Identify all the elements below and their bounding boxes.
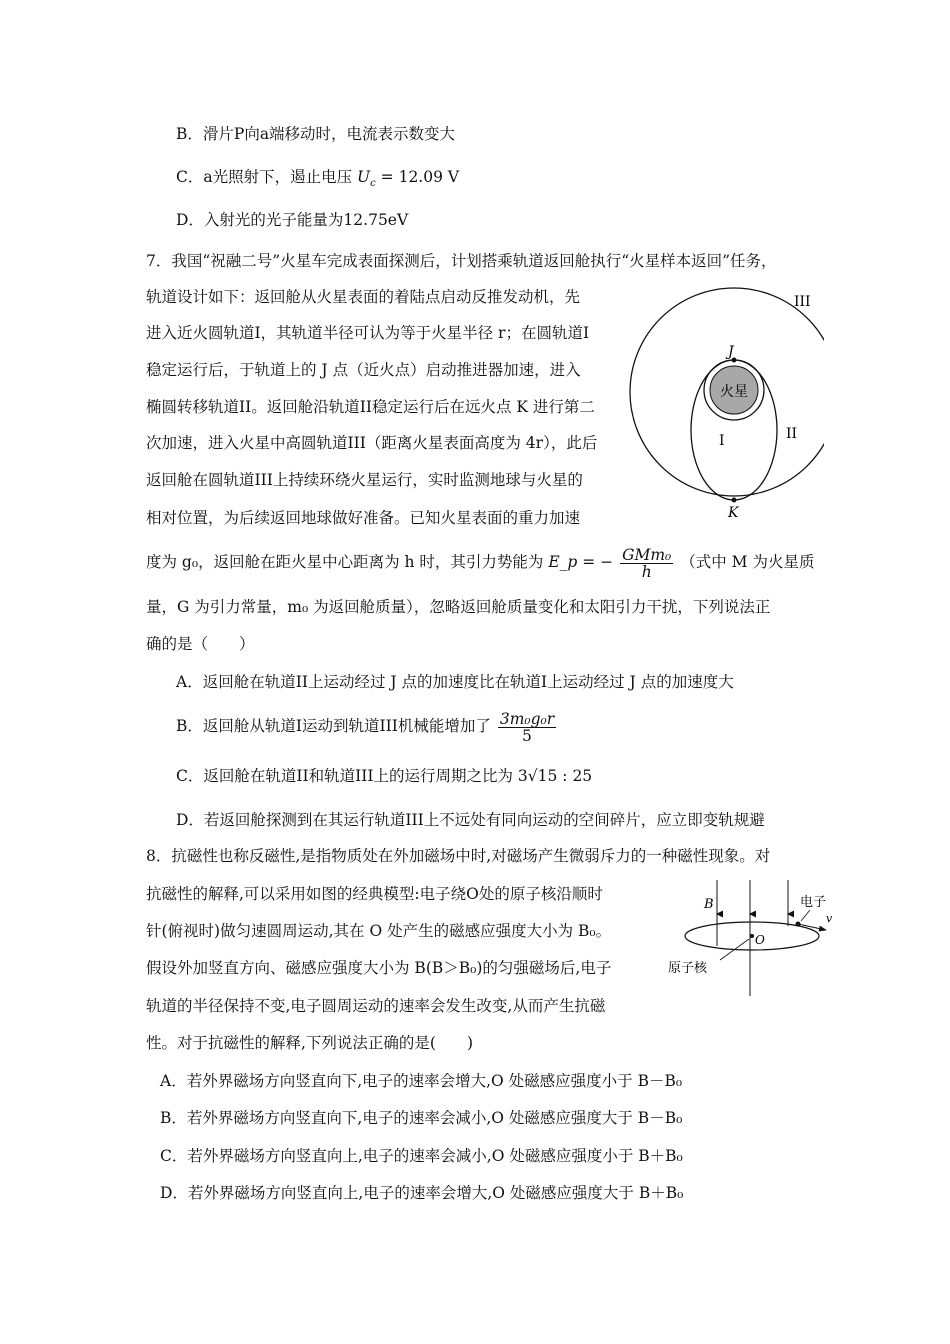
q7-option-a: A．返回舱在轨道II上运动经过 J 点的加速度比在轨道I上运动经过 J 点的加速度大 (176, 673, 734, 691)
q7-option-b-numerator: 3m₀g₀r (499, 709, 555, 728)
label-electron: 电子 (800, 895, 827, 910)
q8-line-2: 抗磁性的解释,可以采用如图的经典模型:电子绕O处的原子核沿顺时 (146, 885, 603, 903)
q8-line-4: 假设外加竖直方向、磁感应强度大小为 B(B＞B₀)的匀强磁场后,电子 (146, 959, 612, 977)
q7-line-3: 进入近火圆轨道I，其轨道半径可认为等于火星半径 r；在圆轨道I (146, 324, 590, 342)
nucleus-dot (750, 934, 754, 938)
q7-option-c: C．返回舱在轨道II和轨道III上的运行周期之比为 3√15 : 25 (176, 767, 593, 785)
q7-ep-denominator: h (641, 562, 652, 581)
q7-ep-numerator: GMm₀ (622, 545, 672, 564)
label-o: O (755, 933, 765, 947)
q6-uc-value: = 12.09 V (380, 168, 460, 186)
q7-option-b-denominator: 5 (522, 726, 532, 745)
q7-line-4: 稳定运行后，于轨道上的 J 点（近火点）启动推进器加速，进入 (146, 361, 581, 379)
q7-line-8: 相对位置，为后续返回地球做好准备。已知火星表面的重力加速 (146, 509, 581, 527)
q7-option-b-fraction (498, 711, 556, 744)
q6-option-c (176, 167, 459, 194)
q8-option-b: B．若外界磁场方向竖直向下,电子的速率会减小,O 处磁感应强度大于 B－B₀ (160, 1109, 683, 1127)
q7-option-b (176, 708, 558, 744)
label-orbit-i: I (719, 433, 725, 449)
q7-line-11: 确的是（ ） (146, 635, 255, 653)
q7-ep-lhs: E_p = − (548, 553, 614, 571)
q7-line-9-post: （式中 M 为火星质 (680, 553, 815, 571)
q6-option-b: B．滑片P向a端移动时，电流表示数变大 (176, 125, 456, 143)
q6-option-d: D．入射光的光子能量为12.75eV (176, 211, 409, 229)
q8-line-5: 轨道的半径保持不变,电子圆周运动的速率会发生改变,从而产生抗磁 (146, 997, 606, 1015)
q8-line-1: 8．抗磁性也称反磁性,是指物质处在外加磁场中时,对磁场产生微弱斥力的一种磁性现象。对 (146, 847, 771, 865)
label-b: B (704, 897, 714, 912)
electron-pointer (801, 910, 810, 921)
label-nucleus: 原子核 (668, 961, 708, 976)
q7-line-7: 返回舱在圆轨道III上持续环绕火星运行，实时监测地球与火星的 (146, 471, 583, 489)
q6-uc-symbol: $U_c$ (357, 168, 376, 190)
q7-line-9-pre: 度为 g₀，返回舱在距火星中心距离为 h 时，其引力势能为 (146, 553, 544, 571)
q7-ep-fraction (620, 547, 673, 580)
label-orbit-ii: II (786, 426, 798, 442)
q7-line-10: 量，G 为引力常量，m₀ 为返回舱质量），忽略返回舱质量变化和太阳引力干扰，下列说法正 (146, 598, 771, 616)
orbit-diagram (624, 280, 824, 525)
q7-line-1: 7．我国“祝融二号”火星车完成表面探测后，计划搭乘轨道返回舱执行“火星样本返回”任务， (146, 252, 777, 270)
diamagnetism-diagram (660, 878, 840, 1003)
q7-option-d: D．若返回舱探测到在其运行轨道III上不远处有同向运动的空间碎片，应立即变轨规避 (176, 811, 765, 829)
label-v: v (826, 912, 833, 925)
q8-option-a: A．若外界磁场方向竖直向下,电子的速率会增大,O 处磁感应强度小于 B－B₀ (160, 1072, 683, 1090)
point-k (732, 498, 737, 503)
q6-option-c-text: C．a光照射下，遏止电压 (176, 168, 353, 186)
q8-option-c: C．若外界磁场方向竖直向上,电子的速率会减小,O 处磁感应强度小于 B＋B₀ (160, 1147, 683, 1165)
q7-option-b-text: B．返回舱从轨道I运动到轨道III机械能增加了 (176, 717, 491, 735)
mars-label: 火星 (720, 384, 748, 400)
q7-line-9 (146, 544, 814, 580)
q8-option-d: D．若外界磁场方向竖直向上,电子的速率会增大,O 处磁感应强度大于 B＋B₀ (160, 1184, 684, 1202)
q7-line-5: 椭圆转移轨道II。返回舱沿轨道II稳定运行后在远火点 K 进行第二 (146, 398, 595, 416)
q8-line-3: 针(俯视时)做匀速圆周运动,其在 O 处产生的磁感应强度大小为 B₀。 (146, 922, 612, 940)
q7-line-2: 轨道设计如下：返回舱从火星表面的着陆点启动反推发动机，先 (146, 288, 581, 306)
q8-line-6: 性。对于抗磁性的解释,下列说法正确的是( ) (146, 1034, 474, 1052)
label-orbit-iii: III (794, 294, 811, 310)
q7-line-6: 次加速，进入火星中高圆轨道III（距离火星表面高度为 4r），此后 (146, 434, 598, 452)
label-j: J (728, 344, 734, 360)
label-k: K (728, 505, 739, 521)
